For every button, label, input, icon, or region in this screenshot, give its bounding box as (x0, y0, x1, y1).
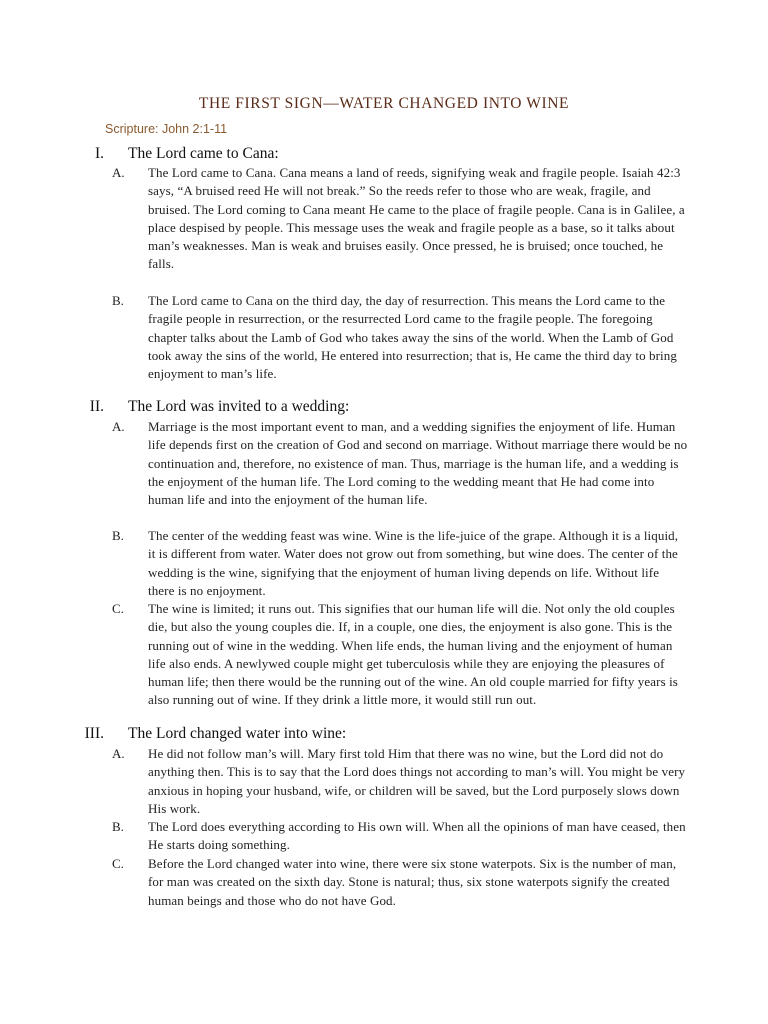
section-numeral: III. (84, 725, 104, 742)
section-title: The Lord came to Cana: (128, 145, 279, 162)
item-text: Marriage is the most important event to man, and a wedding signifies the enjoyment of life. Human life depends first on the creation of God and second on marriage. Without marriage there would be no continuation and, therefore, no existence of man. Thus, marriage is the human life, and a wedding is the enjoyment of the human life. The Lord coming to the wedding meant that He had come into human life and into the enjoyment of the human life. (148, 419, 688, 508)
item-text: Before the Lord changed water into wine, there were six stone waterpots. Six is the number of man, for man was created on the sixth day. Stone is natural; thus, six stone waterpots signify the created human beings and those who do not have God. (148, 856, 677, 908)
item-letter: A. (112, 419, 125, 434)
item-text: The center of the wedding feast was wine. Wine is the life-juice of the grape. Although it is a liquid, it is different from water. Water does not grow out from something, but wine does. The center of the wedding is the wine, signifying that the enjoyment of human living depends on life. Without life there is no enjoyment. (148, 528, 679, 598)
section-numeral: I. (94, 145, 104, 162)
item-letter: C. (112, 601, 124, 616)
section-title: The Lord changed water into wine: (128, 725, 347, 742)
item-text: The Lord came to Cana. Cana means a land of reeds, signifying weak and fragile people. Isaiah 42:3 says, “A bruised reed He will not break.” So the reeds refer to those who are weak, fragile, and bruised. The Lord coming to Cana meant He came to the place of fragile people. Cana is in Galilee, a place despised by people. This message uses the weak and fragile people as a base, so it talks about man’s weaknesses. Man is weak and bruises easily. Once pressed, he is bruised; once touched, he falls. (148, 165, 685, 272)
item-text: The Lord came to Cana on the third day, the day of resurrection. This means the Lord came to the fragile people in resurrection, or the resurrected Lord came to the fragile people. The foregoing chapter talks about the Lamb of God who takes away the sins of the world. When the Lamb of God took away the sins of the world, He entered into resurrection; that is, He came the third day to bring enjoyment to man’s life. (148, 293, 677, 382)
scripture-reference: Scripture: John 2:1-11 (105, 122, 228, 136)
item-letter: C. (112, 856, 124, 871)
item-text: The wine is limited; it runs out. This signifies that our human life will die. Not only the old couples die, but also the young couples die. If, in a couple, one dies, the enjoyment is also gone. This is the running out of wine in the wedding. When life ends, the human living and the enjoyment of human life also ends. A newlywed couple might get tuberculosis while they are enjoying the pleasures of human life; then there would be the running out of the wine. An old couple married for fifty years is also running out of wine. If they drink a little more, it would still run out. (148, 601, 678, 708)
item-letter: A. (112, 165, 125, 180)
document-title: THE FIRST SIGN—WATER CHANGED INTO WINE (198, 95, 570, 112)
section-numeral: II. (89, 398, 104, 415)
item-letter: B. (112, 819, 124, 834)
item-text: The Lord does everything according to His own will. When all the opinions of man have ceased, then He starts doing something. (148, 819, 686, 853)
item-text: He did not follow man’s will. Mary first told Him that there was no wine, but the Lord did not do anything then. This is to say that the Lord does things not according to man’s will. You might be very anxious in hoping your husband, wife, or children will be saved, but the Lord purposely slows down His work. (148, 746, 686, 816)
item-letter: B. (112, 293, 124, 308)
item-letter: B. (112, 528, 124, 543)
section-title: The Lord was invited to a wedding: (128, 398, 350, 415)
item-letter: A. (112, 746, 125, 761)
